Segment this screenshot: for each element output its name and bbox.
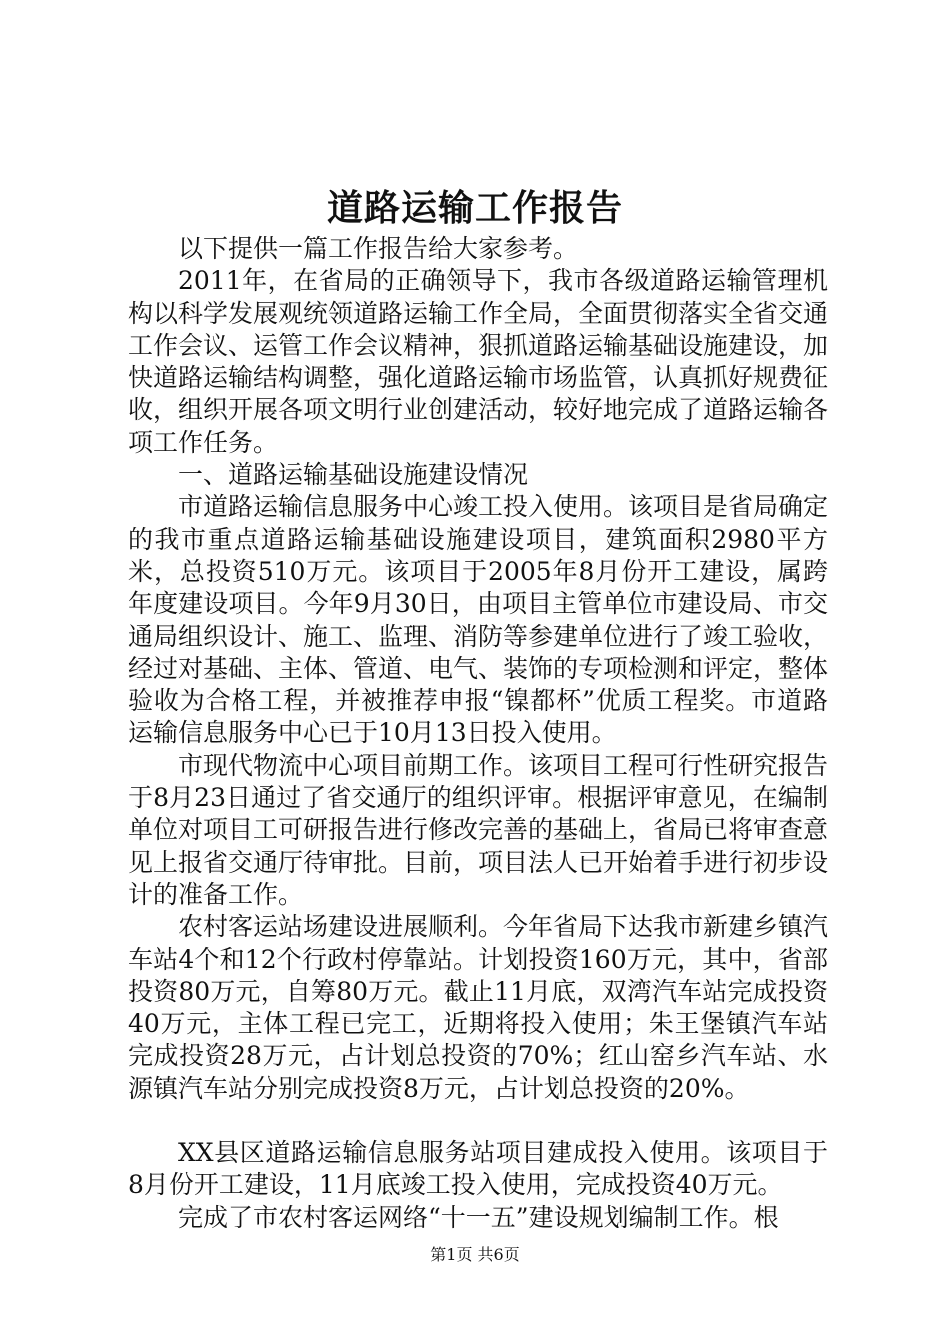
- paragraph-county-station: XX县区道路运输信息服务站项目建成投入使用。该项目于8月份开工建设，11月底竣工投入使用，完成投资40万元。: [128, 1138, 828, 1200]
- paragraph-summary: 2011年，在省局的正确领导下，我市各级道路运输管理机构以科学发展观统领道路运输工作全局，全面贯彻落实全省交通工作会议、运管工作会议精神，狠抓道路运输基础设施建设，加快道路运输结构调整，强化道路运输市场监管，认真抓好规费征收，组织开展各项文明行业创建活动，较好地完成了道路运输各项工作任务。: [128, 266, 829, 457]
- section-heading: 一、道路运输基础设施建设情况: [178, 460, 529, 490]
- paragraph-info-center: 市道路运输信息服务中心竣工投入使用。该项目是省局确定的我市重点道路运输基础设施建设项目，建筑面积2980平方米，总投资510万元。该项目于2005年8月份开工建设，属跨年度建设项目。今年9月30日，由项目主管单位市建设局、市交通局组织设计、施工、监理、消防等参建单位进行了竣工验收，经过对基础、主体、管道、电气、装饰的专项检测和评定，整体验收为合格工程，并被推荐申报“镍都杯”优质工程奖。市道路运输信息服务中心已于10月13日投入使用。: [128, 492, 829, 748]
- document-title: 道路运输工作报告: [326, 187, 623, 229]
- page-number-footer: 第1页 共6页: [430, 1245, 520, 1264]
- paragraph-network-plan: 完成了市农村客运网络“十一五”建设规划编制工作。根: [178, 1202, 779, 1232]
- document-body: [128, 233, 828, 1234]
- paragraph-intro: 以下提供一篇工作报告给大家参考。: [178, 234, 579, 263]
- paragraph-rural-stations: 农村客运站场建设进展顺利。今年省局下达我市新建乡镇汽车站4个和12个行政村停靠站。计划投资160万元，其中，省部投资80万元，自筹80万元。截止11月底，双湾汽车站完成投资40万元，主体工程已完工，近期将投入使用；朱王堡镇汽车站完成投资28万元，占计划总投资的70%；红山窑乡汽车站、水源镇汽车站分别完成投资8万元，占计划总投资的20%。: [128, 912, 829, 1103]
- paragraph-logistics-center: 市现代物流中心项目前期工作。该项目工程可行性研究报告于8月23日通过了省交通厅的组织评审。根据评审意见，在编制单位对项目工可研报告进行修改完善的基础上，省局已将审查意见上报省交通厅待审批。目前，项目法人已开始着手进行初步设计的准备工作。: [128, 750, 829, 909]
